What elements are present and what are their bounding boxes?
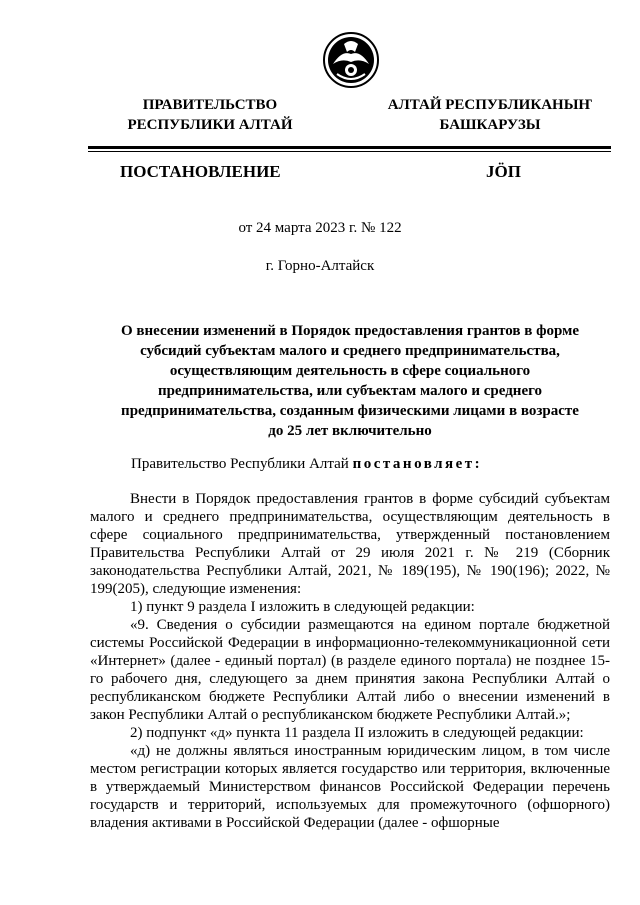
body-paragraph: Внести в Порядок предоставления грантов в форме субсидий субъектам малого и среднего предпринимательства, осуществляющим деятельность в сфере социального предпринимательства, утвержденный постановлением Правительства Республики Алтай от 29 июля 2021 г. № 219 (Сборник законодательства Республики Алтай, 2021, № 189(195), № 190(196); 2022, № 199(205), следующие изменения: <box>90 491 610 597</box>
issuer-name-russian-line2: РЕСПУБЛИКИ АЛТАЙ <box>127 117 293 133</box>
document-body <box>90 490 610 832</box>
title-line: осуществляющим деятельность в сфере социального <box>169 363 531 379</box>
body-paragraph: 1) пункт 9 раздела I изложить в следующей редакции: <box>130 599 475 615</box>
decree-verb: постановляет: <box>352 456 483 472</box>
body-paragraph: «д) не должны являться иностранным юридическим лицом, в том числе местом регистрации которых является государство или территория, включенные в утверждаемый Министерством финансов Российской Федерации перечень государств и территорий, используемых для промежуточного (офшорного) владения активами в Российской Федерации (далее - офшорные <box>90 743 610 831</box>
issuer-name-altai <box>370 95 610 135</box>
decree-statement <box>131 456 482 473</box>
title-line: субсидий субъектам малого и среднего предпринимательства, <box>140 343 560 359</box>
title-line: предпринимательства, созданным физическими лицами в возрасте <box>121 403 579 419</box>
document-city: г. Горно-Алтайск <box>265 258 375 274</box>
document-type-altai: JÖП <box>486 162 521 181</box>
issuer-name-altai-line1: АЛТАЙ РЕСПУБЛИКАНЫҤ <box>387 97 593 113</box>
issuer-name-altai-line2: БАШКАРУЗЫ <box>439 117 541 133</box>
issuer-name-russian <box>90 95 330 135</box>
republic-altai-emblem-icon <box>322 30 380 90</box>
document-type: ПОСТАНОВЛЕНИЕ <box>120 162 281 181</box>
title-line: предпринимательства, или субъектам малого и среднего <box>157 383 543 399</box>
header-divider-thick <box>88 146 611 149</box>
decree-intro: Правительство Республики Алтай <box>131 456 353 472</box>
title-line: О внесении изменений в Порядок предоставления грантов в форме <box>121 323 579 339</box>
document-date-number: от 24 марта 2023 г. № 122 <box>238 220 402 236</box>
title-line: до 25 лет включительно <box>268 423 432 439</box>
body-paragraph: 2) подпункт «д» пункта 11 раздела II изложить в следующей редакции: <box>130 725 584 741</box>
issuer-name-russian-line1: ПРАВИТЕЛЬСТВО <box>142 97 278 113</box>
header-divider-thin <box>88 151 611 152</box>
document-title <box>105 321 595 441</box>
body-paragraph: «9. Сведения о субсидии размещаются на едином портале бюджетной системы Российской Федерации в информационно-телекоммуникационной сети «Интернет» (далее - единый портал) (в разделе единого портала) не позднее 15-го рабочего дня, следующего за днем принятия закона Республики Алтай о республиканском бюджете Республики Алтай либо о внесении изменений в закон Республики Алтай о республиканском бюджете Республики Алтай.»; <box>90 617 610 723</box>
